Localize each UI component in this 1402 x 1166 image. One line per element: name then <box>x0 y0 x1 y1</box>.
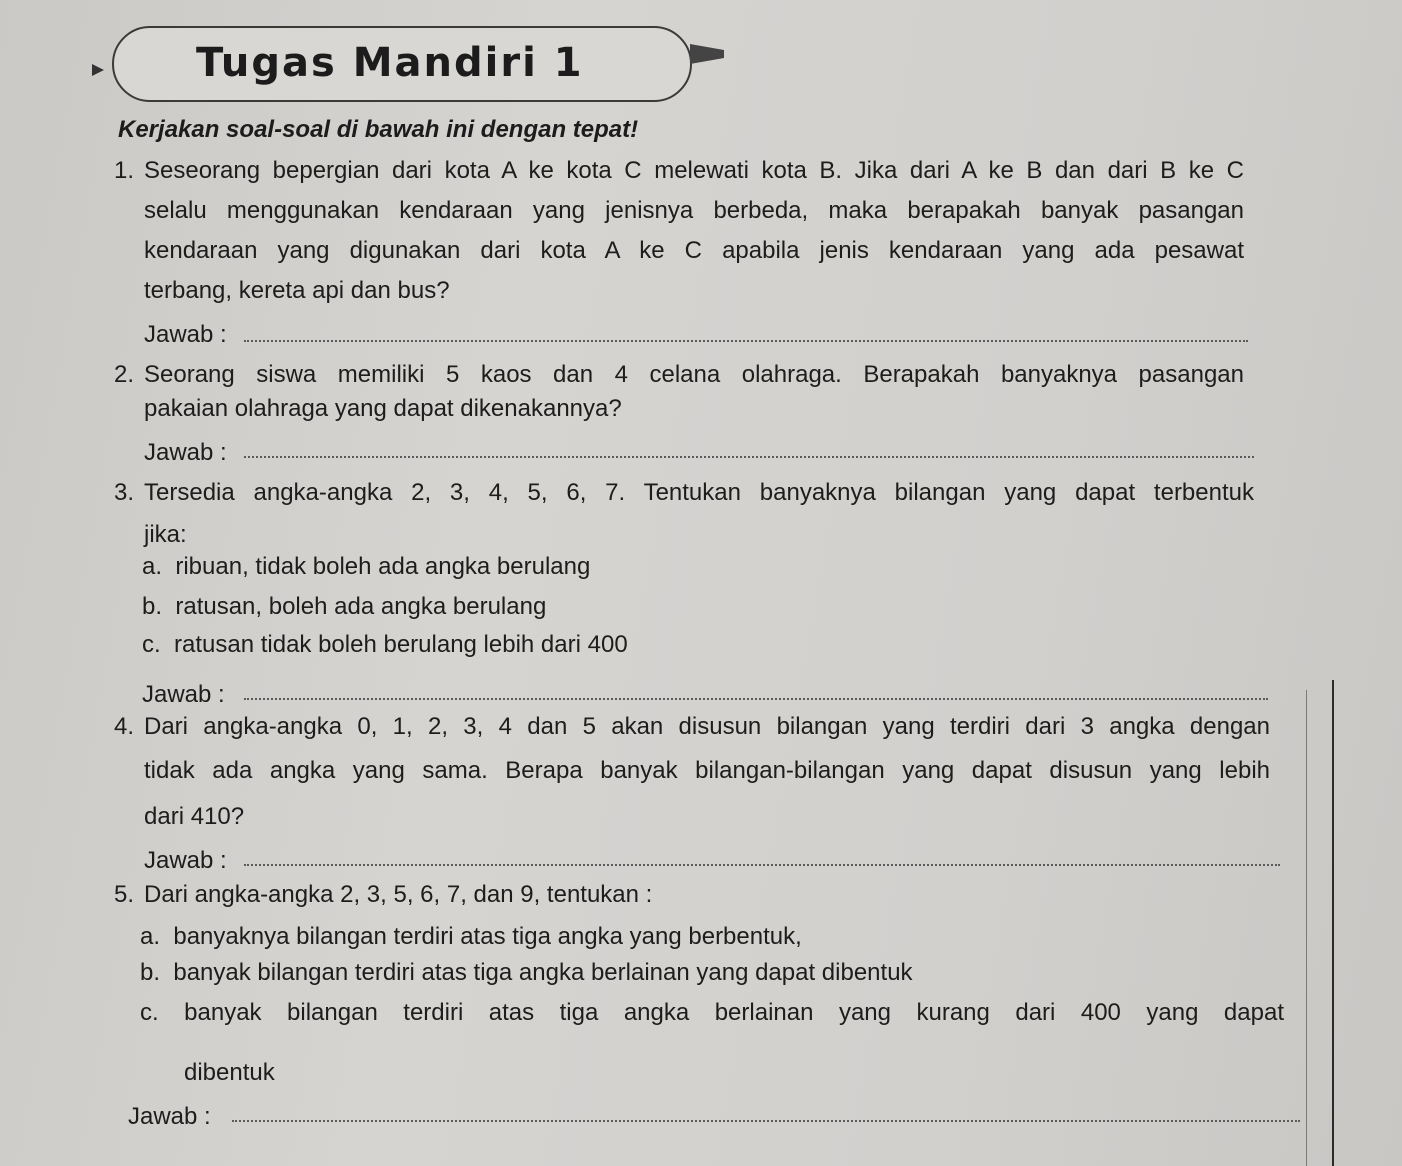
answer-label: Jawab : <box>142 681 225 708</box>
answer-line[interactable] <box>244 698 1268 700</box>
banner-flag-icon <box>690 44 724 64</box>
question-number: 3. <box>114 479 135 506</box>
answer-line[interactable] <box>232 1120 1300 1122</box>
answer-label: Jawab : <box>144 847 227 874</box>
sub-item: a. banyaknya bilangan terdiri atas tiga angka yang berbentuk, <box>140 923 802 950</box>
question-number: 4. <box>114 713 135 740</box>
question-line: terbang, kereta api dan bus? <box>144 277 450 304</box>
question-line: Seorang siswa memiliki 5 kaos dan 4 celana olahraga. Berapakah banyaknya pasangan <box>144 361 1244 388</box>
answer-line[interactable] <box>244 340 1248 342</box>
page-title: Tugas Mandiri 1 <box>196 40 584 86</box>
question-line: Dari angka-angka 2, 3, 5, 6, 7, dan 9, tentukan : <box>144 881 653 908</box>
question-line: selalu menggunakan kendaraan yang jenisnya berbeda, maka berapakah banyak pasangan <box>144 197 1244 224</box>
sub-item-continuation: dibentuk <box>184 1059 275 1086</box>
page-edge-line-inner <box>1306 690 1307 1166</box>
answer-line[interactable] <box>244 864 1280 866</box>
answer-line[interactable] <box>244 456 1254 458</box>
page-edge-line <box>1332 680 1334 1166</box>
question-line: tidak ada angka yang sama. Berapa banyak bilangan-bilangan yang dapat disusun yang lebih <box>144 757 1270 784</box>
sub-item: c. ratusan tidak boleh berulang lebih dari 400 <box>142 631 628 658</box>
question-number: 5. <box>114 881 135 908</box>
question-line: Seseorang bepergian dari kota A ke kota C melewati kota B. Jika dari A ke B dan dari B ke C <box>144 157 1244 184</box>
sub-item: b. ratusan, boleh ada angka berulang <box>142 593 547 620</box>
sub-item: b. banyak bilangan terdiri atas tiga angka berlainan yang dapat dibentuk <box>140 959 913 986</box>
answer-label: Jawab : <box>144 439 227 466</box>
question-number: 2. <box>114 361 135 388</box>
question-line: dari 410? <box>144 803 245 830</box>
instruction-text: Kerjakan soal-soal di bawah ini dengan tepat! <box>118 116 639 143</box>
question-line: jika: <box>144 521 187 548</box>
sub-item: c. banyak bilangan terdiri atas tiga angka berlainan yang kurang dari 400 yang dapat <box>140 999 1284 1026</box>
banner-arrow-icon <box>92 64 104 76</box>
question-line: Tersedia angka-angka 2, 3, 4, 5, 6, 7. Tentukan banyaknya bilangan yang dapat terbentuk <box>144 479 1254 506</box>
answer-label: Jawab : <box>144 321 227 348</box>
question-line: Dari angka-angka 0, 1, 2, 3, 4 dan 5 akan disusun bilangan yang terdiri dari 3 angka dengan <box>144 713 1270 740</box>
question-line: kendaraan yang digunakan dari kota A ke C apabila jenis kendaraan yang ada pesawat <box>144 237 1244 264</box>
question-line: pakaian olahraga yang dapat dikenakannya? <box>144 395 622 422</box>
sub-item: a. ribuan, tidak boleh ada angka berulang <box>142 553 591 580</box>
answer-label: Jawab : <box>128 1103 211 1130</box>
question-number: 1. <box>114 157 135 184</box>
